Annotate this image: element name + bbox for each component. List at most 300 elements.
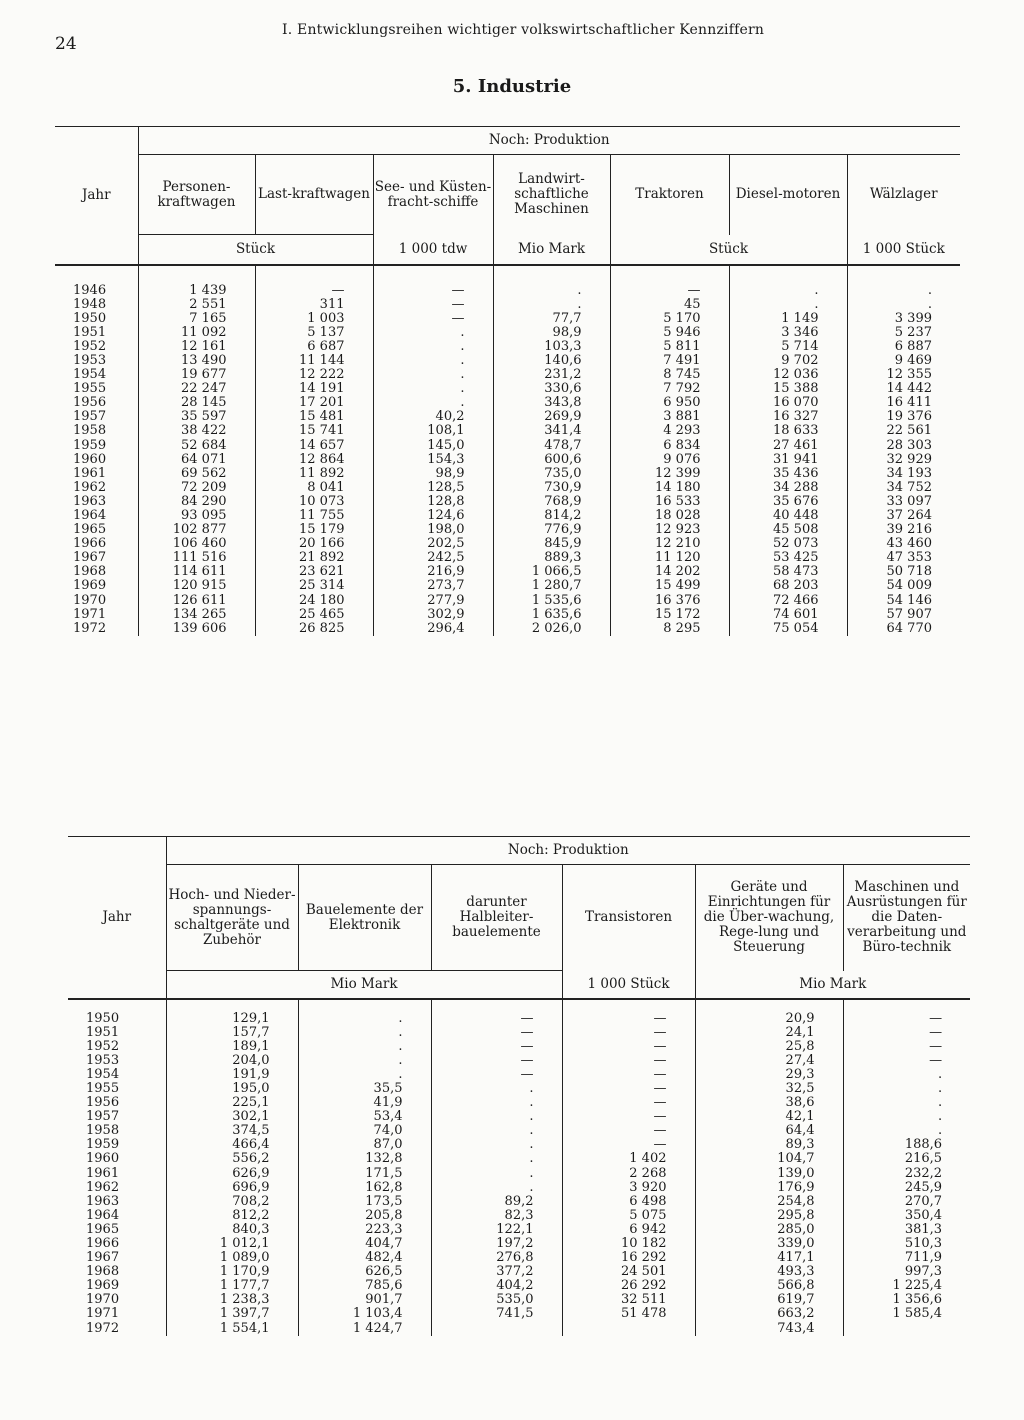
cell-value: 140,6 xyxy=(544,352,582,368)
cell-value: — xyxy=(929,1038,943,1054)
cell-value: . xyxy=(460,352,465,368)
cell-value: 1 103,4 xyxy=(352,1306,403,1322)
cell-value: 1972 xyxy=(86,1320,120,1336)
cell-value: — xyxy=(653,1095,667,1111)
cell-value: 1 585,4 xyxy=(892,1306,943,1322)
cell-value: 102 877 xyxy=(172,522,227,538)
cell-value: 24 180 xyxy=(299,592,345,608)
cell-value: 1970 xyxy=(86,1292,120,1308)
col-personenkraftwagen xyxy=(138,265,255,636)
cell-value: 24,1 xyxy=(785,1024,815,1040)
cell-value: — xyxy=(653,1123,667,1139)
col-header-landw-maschinen: Landwirt-schaftliche Maschinen xyxy=(493,155,610,235)
cell-value: — xyxy=(653,1137,667,1153)
cell-value: 204,0 xyxy=(232,1052,270,1068)
cell-value: 696,9 xyxy=(232,1179,270,1195)
cell-value: — xyxy=(520,1052,534,1068)
cell-value: 28 303 xyxy=(886,437,932,453)
cell-value: 17 201 xyxy=(299,395,345,411)
cell-value: 53,4 xyxy=(373,1109,403,1125)
cell-value: . xyxy=(529,1137,534,1153)
cell-value: 45 xyxy=(683,296,701,312)
cell-value: 25 314 xyxy=(299,578,345,594)
cell-value: 15 741 xyxy=(299,423,345,439)
cell-value: . xyxy=(529,1165,534,1181)
cell-value: 1 149 xyxy=(781,310,819,326)
cell-value: 1 424,7 xyxy=(352,1320,403,1336)
col-schiffe xyxy=(373,265,493,636)
cell-value: 1967 xyxy=(73,550,107,566)
cell-value: 1963 xyxy=(86,1193,120,1209)
cell-value: 26 292 xyxy=(621,1278,667,1294)
cell-value: . xyxy=(529,1179,534,1195)
unit-tdw: 1 000 tdw xyxy=(373,235,493,265)
cell-value: 19 677 xyxy=(181,367,227,383)
cell-value: 1 280,7 xyxy=(531,578,582,594)
industry-table-2 xyxy=(68,836,970,1336)
cell-value: 82,3 xyxy=(504,1207,534,1223)
cell-value: 845,9 xyxy=(544,536,582,552)
cell-value: 106 460 xyxy=(172,536,227,552)
cell-value: 12 399 xyxy=(655,465,701,481)
cell-value: 1 225,4 xyxy=(892,1278,943,1294)
cell-value: 270,7 xyxy=(904,1193,943,1209)
unit-mio-mark-2: Mio Mark xyxy=(166,971,562,999)
cell-value: 3 881 xyxy=(663,409,701,425)
cell-value: 1964 xyxy=(86,1207,120,1223)
cell-value: 302,9 xyxy=(427,606,465,622)
cell-value: 4 293 xyxy=(663,423,701,439)
cell-value: 1 089,0 xyxy=(219,1250,270,1266)
cell-value: 50 718 xyxy=(886,564,932,580)
cell-value: 269,9 xyxy=(544,409,582,425)
cell-value: 2 268 xyxy=(629,1165,667,1181)
cell-value: 34 288 xyxy=(773,479,819,495)
cell-value: 273,7 xyxy=(427,578,465,594)
cell-value: 1968 xyxy=(86,1264,120,1280)
cell-value: 1966 xyxy=(86,1236,120,1251)
cell-value: 38 422 xyxy=(181,423,227,439)
cell-value: 741,5 xyxy=(496,1306,534,1322)
cell-value: 15 481 xyxy=(299,409,345,425)
cell-value: 198,0 xyxy=(427,522,465,538)
cell-value: — xyxy=(653,1024,667,1040)
cell-value: 75 054 xyxy=(773,620,819,636)
cell-value: — xyxy=(520,1066,534,1082)
cell-value: 1953 xyxy=(86,1052,120,1068)
cell-value: — xyxy=(929,1052,943,1068)
cell-value: . xyxy=(529,1151,534,1167)
cell-value xyxy=(432,1322,534,1336)
cell-value: . xyxy=(460,324,465,340)
cell-value: 27,4 xyxy=(785,1052,815,1068)
running-title: I. Entwicklungsreihen wichtiger volkswirtschaftlicher Kennziffern xyxy=(282,22,765,38)
cell-value: 43 460 xyxy=(886,536,932,552)
cell-value: 53 425 xyxy=(773,550,819,566)
cell-value: 343,8 xyxy=(544,395,582,411)
cell-value: 6 498 xyxy=(629,1193,667,1209)
cell-value: 35 436 xyxy=(773,465,819,481)
cell-value: 1963 xyxy=(73,493,107,509)
cell-value: . xyxy=(460,381,465,397)
cell-value: 1 356,6 xyxy=(892,1292,943,1308)
cell-value: 626,5 xyxy=(365,1264,403,1280)
industry-table-1 xyxy=(55,126,960,636)
cell-value: 171,5 xyxy=(365,1165,403,1181)
cell-value: — xyxy=(653,1066,667,1082)
cell-value: 2 551 xyxy=(189,296,227,312)
cell-value: 768,9 xyxy=(544,493,582,509)
cell-value: 64 770 xyxy=(886,620,932,636)
cell-value: 350,4 xyxy=(904,1207,943,1223)
cell-value: 35 597 xyxy=(181,409,227,425)
cell-value: 311 xyxy=(319,296,345,312)
cell-value: 997,3 xyxy=(904,1264,943,1280)
cell-value: 18 028 xyxy=(655,508,701,523)
col-header-halbleiter: darunter Halbleiter-bauelemente xyxy=(431,865,562,971)
cell-value: 69 562 xyxy=(181,465,227,481)
cell-value: 1964 xyxy=(73,508,107,523)
cell-value: 1972 xyxy=(73,620,107,636)
cell-value: 38,6 xyxy=(785,1095,815,1111)
cell-value: 51 478 xyxy=(621,1306,667,1322)
cell-value: 776,9 xyxy=(544,522,582,538)
cell-value: 1957 xyxy=(86,1109,120,1125)
cell-value: 708,2 xyxy=(232,1193,270,1209)
unit-mio-mark-1: Mio Mark xyxy=(493,235,610,265)
cell-value: 223,3 xyxy=(365,1221,403,1237)
cell-value: 6 834 xyxy=(663,437,701,453)
unit-1000-stueck-2: 1 000 Stück xyxy=(562,971,695,999)
cell-value: 276,8 xyxy=(496,1250,534,1266)
cell-value: 188,6 xyxy=(904,1137,943,1153)
col-header-dieselmotoren: Diesel-motoren xyxy=(729,155,847,235)
col-schaltgeraete xyxy=(166,999,298,1336)
cell-value: 54 009 xyxy=(886,578,932,594)
cell-value: 1948 xyxy=(73,296,107,312)
cell-value: 5 170 xyxy=(663,310,701,326)
cell-value: 1951 xyxy=(86,1024,120,1040)
cell-value: 7 165 xyxy=(189,310,227,326)
cell-value: . xyxy=(460,367,465,383)
cell-value: 24 501 xyxy=(621,1264,667,1280)
cell-value: 302,1 xyxy=(232,1109,270,1125)
cell-value: 1959 xyxy=(73,437,107,453)
cell-value: 5 811 xyxy=(663,338,701,354)
cell-value: 122,1 xyxy=(496,1221,534,1237)
cell-value: 191,9 xyxy=(232,1066,270,1082)
cell-value: 1 238,3 xyxy=(219,1292,270,1308)
unit-stueck-2: Stück xyxy=(610,235,847,265)
cell-value: 566,8 xyxy=(777,1278,815,1294)
cell-value: 134 265 xyxy=(172,606,227,622)
cell-value: 157,7 xyxy=(232,1024,270,1040)
cell-value: . xyxy=(937,1109,943,1125)
cell-value: 341,4 xyxy=(544,423,582,439)
cell-value: 74,0 xyxy=(373,1123,403,1139)
cell-value: 31 941 xyxy=(773,451,819,467)
cell-value: 1 402 xyxy=(629,1151,667,1167)
cell-value: 120 915 xyxy=(172,578,227,594)
cell-value: 377,2 xyxy=(496,1264,534,1280)
cell-value: . xyxy=(529,1123,534,1139)
cell-value: 1950 xyxy=(73,310,107,326)
cell-value: 173,5 xyxy=(365,1193,403,1209)
cell-value: . xyxy=(460,338,465,354)
cell-value: 84 290 xyxy=(181,493,227,509)
cell-value: 64 071 xyxy=(181,451,227,467)
cell-value: 1969 xyxy=(73,578,107,594)
cell-value: 23 621 xyxy=(299,564,345,580)
cell-value: 16 327 xyxy=(773,409,819,425)
cell-value: 124,6 xyxy=(427,508,465,523)
cell-value: 3 920 xyxy=(629,1179,667,1195)
cell-value: 1966 xyxy=(73,536,107,552)
cell-value: 89,2 xyxy=(504,1193,534,1209)
cell-value: 619,7 xyxy=(777,1292,815,1308)
cell-value: 9 469 xyxy=(894,352,932,368)
cell-value: . xyxy=(814,282,819,298)
cell-value: 1 177,7 xyxy=(219,1278,270,1294)
cell-value: 87,0 xyxy=(373,1137,403,1153)
cell-value: 404,2 xyxy=(496,1278,534,1294)
cell-value: 10 182 xyxy=(621,1236,667,1251)
cell-value: 52 073 xyxy=(773,536,819,552)
cell-value: 3 399 xyxy=(894,310,932,326)
cell-value xyxy=(844,1322,943,1336)
cell-value: 35 676 xyxy=(773,493,819,509)
cell-value: 20 166 xyxy=(299,536,345,552)
cell-value: 381,3 xyxy=(904,1221,943,1237)
year-header: Jahr xyxy=(55,127,138,265)
cell-value: 1954 xyxy=(73,367,107,383)
cell-value: 1 012,1 xyxy=(219,1236,270,1251)
cell-value: 3 346 xyxy=(781,324,819,340)
cell-value: 12 161 xyxy=(181,338,227,354)
col-header-schiffe: See- und Küsten-fracht-schiffe xyxy=(373,155,493,235)
cell-value: 1965 xyxy=(86,1221,120,1237)
cell-value: . xyxy=(937,1080,943,1096)
cell-value: 32 929 xyxy=(886,451,932,467)
cell-value: 1952 xyxy=(86,1038,120,1054)
cell-value: 126 611 xyxy=(172,592,227,608)
cell-value: 285,0 xyxy=(777,1221,815,1237)
cell-value: . xyxy=(577,282,582,298)
cell-value: 5 137 xyxy=(307,324,345,340)
cell-value: 15 172 xyxy=(655,606,701,622)
cell-value: — xyxy=(451,282,465,298)
cell-value: 205,8 xyxy=(365,1207,403,1223)
cell-value: 14 657 xyxy=(299,437,345,453)
cell-value: 16 376 xyxy=(655,592,701,608)
cell-value: 64,4 xyxy=(785,1123,815,1139)
year-column xyxy=(55,265,138,636)
cell-value: 1957 xyxy=(73,409,107,425)
cell-value: 58 473 xyxy=(773,564,819,580)
cell-value: 35,5 xyxy=(373,1080,403,1096)
cell-value: 9 076 xyxy=(663,451,701,467)
cell-value: . xyxy=(937,1123,943,1139)
cell-value: 295,8 xyxy=(777,1207,815,1223)
cell-value: 1960 xyxy=(73,451,107,467)
cell-value: 5 946 xyxy=(663,324,701,340)
cell-value: 11 755 xyxy=(299,508,345,523)
cell-value: 1969 xyxy=(86,1278,120,1294)
cell-value: 11 120 xyxy=(655,550,701,566)
cell-value: 40 448 xyxy=(773,508,819,523)
cell-value: 7 491 xyxy=(663,352,701,368)
cell-value: 6 942 xyxy=(629,1221,667,1237)
cell-value: 32,5 xyxy=(785,1080,815,1096)
col-steuerung xyxy=(695,999,843,1336)
cell-value: 114 611 xyxy=(172,564,227,580)
cell-value: 32 511 xyxy=(621,1292,667,1308)
cell-value: 600,6 xyxy=(544,451,582,467)
cell-value: 145,0 xyxy=(427,437,465,453)
cell-value: 11 144 xyxy=(299,352,345,368)
cell-value: 47 353 xyxy=(886,550,932,566)
cell-value: 231,2 xyxy=(544,367,582,383)
cell-value: 77,7 xyxy=(552,310,582,326)
cell-value: 1961 xyxy=(73,465,107,481)
cell-value: . xyxy=(398,1010,403,1026)
cell-value: 89,3 xyxy=(785,1137,815,1153)
cell-value: 9 702 xyxy=(781,352,819,368)
cell-value: 162,8 xyxy=(365,1179,403,1195)
cell-value: 1962 xyxy=(86,1179,120,1195)
page-number: 24 xyxy=(55,34,77,54)
cell-value: 16 411 xyxy=(886,395,932,411)
cell-value: 1 554,1 xyxy=(219,1320,270,1336)
cell-value: 1 439 xyxy=(189,282,227,298)
cell-value: 104,7 xyxy=(777,1151,815,1167)
cell-value: — xyxy=(653,1109,667,1125)
col-waelzlager xyxy=(847,265,960,636)
cell-value: . xyxy=(577,296,582,312)
cell-value: 1968 xyxy=(73,564,107,580)
cell-value: 2 026,0 xyxy=(531,620,582,636)
cell-value: 11 092 xyxy=(181,324,227,340)
cell-value: . xyxy=(398,1052,403,1068)
cell-value: 254,8 xyxy=(777,1193,815,1209)
cell-value: — xyxy=(331,282,345,298)
cell-value: 10 073 xyxy=(299,493,345,509)
cell-value: 22 247 xyxy=(181,381,227,397)
cell-value: — xyxy=(929,1010,943,1026)
cell-value: 339,0 xyxy=(777,1236,815,1251)
cell-value: 93 095 xyxy=(181,508,227,523)
cell-value: 404,7 xyxy=(365,1236,403,1251)
cell-value: 743,4 xyxy=(777,1320,815,1336)
cell-value: 19 376 xyxy=(886,409,932,425)
cell-value: 72 209 xyxy=(181,479,227,495)
unit-1000-stueck: 1 000 Stück xyxy=(847,235,960,265)
cell-value: 556,2 xyxy=(232,1151,270,1167)
cell-value: 39 216 xyxy=(886,522,932,538)
cell-value: 154,3 xyxy=(427,451,465,467)
cell-value: 12 222 xyxy=(299,367,345,383)
col-halbleiter xyxy=(431,999,562,1336)
cell-value: 132,8 xyxy=(365,1151,403,1167)
cell-value: 277,9 xyxy=(427,592,465,608)
cell-value: 6 687 xyxy=(307,338,345,354)
cell-value: 482,4 xyxy=(365,1250,403,1266)
cell-value: 128,8 xyxy=(427,493,465,509)
col-header-traktoren: Traktoren xyxy=(610,155,729,235)
cell-value: 12 036 xyxy=(773,367,819,383)
cell-value: 195,0 xyxy=(232,1080,270,1096)
cell-value: 34 752 xyxy=(886,479,932,495)
cell-value: 1970 xyxy=(73,592,107,608)
cell-value: 12 210 xyxy=(655,536,701,552)
cell-value: 1956 xyxy=(73,395,107,411)
cell-value: 1 397,7 xyxy=(219,1306,270,1322)
cell-value: 16 070 xyxy=(773,395,819,411)
cell-value: 1955 xyxy=(86,1080,120,1096)
cell-value: 730,9 xyxy=(544,479,582,495)
cell-value: 1952 xyxy=(73,338,107,354)
col-header-transistoren: Transistoren xyxy=(562,865,695,971)
cell-value: . xyxy=(398,1066,403,1082)
cell-value: . xyxy=(398,1038,403,1054)
col-landw-maschinen xyxy=(493,265,610,636)
cell-value: 8 295 xyxy=(663,620,701,636)
cell-value: 34 193 xyxy=(886,465,932,481)
cell-value: 139,0 xyxy=(777,1165,815,1181)
cell-value: 139 606 xyxy=(172,620,227,636)
col-header-lastkraftwagen: Last-kraftwagen xyxy=(255,155,373,235)
cell-value: 15 499 xyxy=(655,578,701,594)
cell-value: 216,5 xyxy=(904,1151,943,1167)
cell-value: 129,1 xyxy=(232,1010,270,1026)
cell-value: — xyxy=(520,1010,534,1026)
cell-value: 5 237 xyxy=(894,324,932,340)
cell-value: . xyxy=(460,395,465,411)
group-header-2: Noch: Produktion xyxy=(166,837,970,865)
cell-value: 225,1 xyxy=(232,1095,270,1111)
cell-value: 42,1 xyxy=(785,1109,815,1125)
cell-value: 296,4 xyxy=(427,620,465,636)
cell-value: 45 508 xyxy=(773,522,819,538)
col-transistoren xyxy=(562,999,695,1336)
year-header-2: Jahr xyxy=(68,837,166,999)
section-title: 5. Industrie xyxy=(452,76,572,97)
cell-value: 57 907 xyxy=(886,606,932,622)
cell-value: 98,9 xyxy=(435,465,465,481)
cell-value: 478,7 xyxy=(544,437,582,453)
cell-value: 14 202 xyxy=(655,564,701,580)
cell-value: 5 714 xyxy=(781,338,819,354)
cell-value: 1967 xyxy=(86,1250,120,1266)
cell-value xyxy=(563,1322,667,1336)
cell-value: 202,5 xyxy=(427,536,465,552)
col-header-datenverarbeitung: Maschinen und Ausrüstungen für die Daten-verarbeitung und Büro-technik xyxy=(843,865,970,971)
cell-value: 466,4 xyxy=(232,1137,270,1153)
col-header-personenkraftwagen: Personen-kraftwagen xyxy=(138,155,255,235)
cell-value: 1960 xyxy=(86,1151,120,1167)
cell-value: — xyxy=(687,282,701,298)
cell-value: 26 825 xyxy=(299,620,345,636)
cell-value: 6 950 xyxy=(663,395,701,411)
col-lastkraftwagen xyxy=(255,265,373,636)
cell-value: 493,3 xyxy=(777,1264,815,1280)
cell-value: 1 535,6 xyxy=(531,592,582,608)
cell-value: 41,9 xyxy=(373,1095,403,1111)
cell-value: 68 203 xyxy=(773,578,819,594)
cell-value: . xyxy=(927,282,932,298)
cell-value: — xyxy=(653,1052,667,1068)
cell-value: . xyxy=(398,1024,403,1040)
